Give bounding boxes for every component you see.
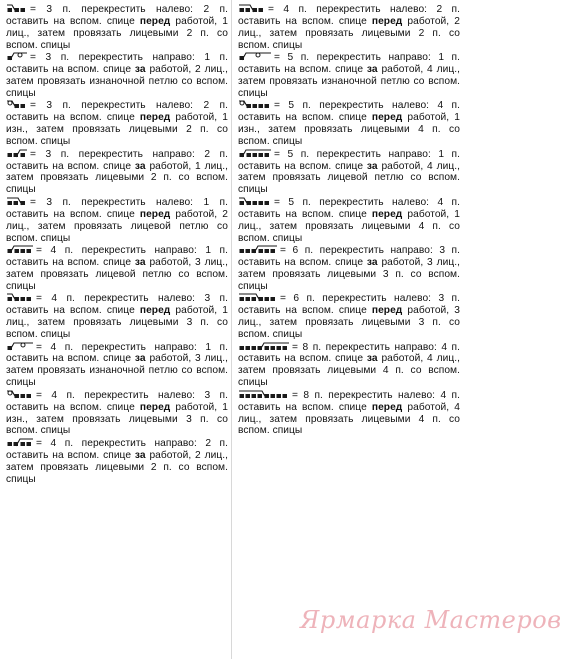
cross-right-1-purl-2-icon (6, 52, 28, 61)
cross-right-4-4-icon (238, 342, 290, 351)
entry-text: работой, 2 лиц., затем провязать лицевыми 2 п. со вспом. спицы (238, 15, 460, 51)
entry-keyword: за (134, 353, 146, 365)
legend-entry (238, 52, 460, 100)
entry-text: = 3 п. перекрестить направо: 2 п. оставить на вспом. спице (6, 148, 228, 172)
cross-left-4-purl-1-icon (238, 100, 272, 109)
entry-keyword: перед (371, 208, 403, 220)
cross-right-1-4-icon (238, 149, 272, 158)
legend-entry (238, 197, 460, 245)
entry-text: работой, 1 лиц., затем провязать лицевыми 4 п. со вспом. спицы (238, 208, 460, 244)
cross-left-4-1-icon (238, 197, 272, 206)
entry-text: = 6 п. перекрестить направо: 3 п. оставить на вспом. спице (238, 245, 460, 268)
entry-keyword: перед (139, 305, 171, 317)
legend-entry (238, 149, 460, 197)
entry-text: = 4 п. перекрестить налево: 3 п. оставить на вспом. спице (6, 293, 228, 317)
cross-right-3-3-icon (238, 245, 278, 254)
entry-text: = 3 п. перекрестить налево: 1 п. оставить на вспом. спице (6, 196, 228, 220)
entry-text: = 3 п. перекрестить направо: 1 п. оставить на вспом. спице (6, 52, 228, 76)
legend-entry (238, 245, 460, 293)
entry-text: работой, 3 лиц., затем провязать лицевыми 3 п. со вспом. спицы (238, 257, 461, 292)
cross-right-1-purl-3-icon (6, 342, 34, 351)
legend-entry (6, 52, 228, 100)
entry-keyword: перед (139, 401, 171, 413)
legend-entry (6, 197, 228, 245)
entry-text: = 4 п. перекрестить направо: 1 п. оставить на вспом. спице (6, 341, 228, 365)
entry-keyword: за (366, 353, 378, 365)
legend-column-left (6, 4, 228, 486)
legend-entry (6, 342, 228, 390)
cross-right-1-purl-4-icon (238, 52, 272, 61)
column-divider (231, 0, 232, 659)
legend-entry (6, 390, 228, 438)
entry-keyword: перед (371, 15, 403, 27)
entry-keyword: за (134, 64, 146, 76)
entry-keyword: за (366, 160, 378, 172)
cross-left-1-2-icon (6, 197, 28, 206)
legend-entry (238, 390, 460, 438)
legend-entry (6, 4, 228, 52)
cross-left-2-purl-1-icon (6, 100, 28, 109)
entry-text: = 3 п. перекрестить налево: 2 п. оставить на вспом. спице (6, 100, 228, 124)
entry-keyword: за (134, 449, 146, 461)
entry-text: работой, 1 изн., затем провязать лицевыми 4 п. со вспом. спицы (238, 112, 460, 148)
entry-text: = 5 п. перекрестить направо: 1 п. оставить на вспом. спице (238, 52, 460, 76)
entry-text: = 4 п. перекрестить направо: 1 п. оставить на вспом. спице (6, 245, 228, 268)
cross-right-1-3-icon (6, 245, 34, 254)
legend-entry (6, 100, 228, 148)
entry-keyword: за (134, 257, 146, 268)
entry-text: = 6 п. перекрестить налево: 3 п. оставить на вспом. спице (238, 293, 460, 317)
legend-entry (238, 100, 460, 148)
entry-keyword: за (366, 64, 378, 76)
entry-keyword: перед (371, 401, 403, 413)
legend-entry (6, 245, 228, 293)
entry-keyword: перед (371, 112, 403, 124)
cross-left-3-purl-1-icon (6, 390, 34, 399)
entry-text: работой, 1 изн., затем провязать лицевыми 3 п. со вспом. спицы (6, 401, 228, 437)
cross-left-2-2-icon (238, 4, 266, 13)
cross-left-3-3-icon (238, 293, 278, 302)
cross-left-4-4-icon (238, 390, 290, 399)
entry-text: = 8 п. перекрестить направо: 4 п. оставить на вспом. спице (238, 341, 460, 365)
entry-text: работой, 1 изн., затем провязать лицевыми 2 п. со вспом. спицы (6, 112, 228, 148)
entry-keyword: перед (139, 208, 171, 220)
entry-text: работой, 4 лиц., затем провязать изнаночной петлю со вспом. спицы (238, 64, 461, 99)
entry-text: работой, 1 лиц., затем провязать лицевыми 2 п. со вспом. спицы (6, 15, 228, 51)
entry-text: работой, 2 лиц., затем провязать лицевой петлю со вспом. спицы (6, 208, 228, 244)
watermark-logo: Ярмарка Мастеров (300, 606, 562, 634)
cross-right-2-2-icon (6, 438, 34, 447)
entry-text: = 3 п. перекрестить налево: 2 п. оставить на вспом. спице (6, 4, 228, 27)
entry-text: работой, 2 лиц., затем провязать изнаночной петлю со вспом. спицы (6, 64, 229, 99)
entry-text: работой, 1 лиц., затем провязать лицевыми 2 п. со вспом. спицы (6, 160, 229, 196)
entry-text: = 4 п. перекрестить налево: 3 п. оставить на вспом. спице (6, 389, 228, 413)
entry-text: работой, 3 лиц., затем провязать лицевой петлю со вспом. спицы (6, 257, 229, 292)
entry-text: = 5 п. перекрестить налево: 4 п. оставить на вспом. спице (238, 196, 460, 220)
entry-keyword: за (366, 257, 378, 268)
legend-entry (238, 293, 460, 341)
entry-text: = 4 п. перекрестить направо: 2 п. оставить на вспом. спице (6, 437, 228, 461)
legend-entry (238, 342, 460, 390)
entry-text: работой, 4 лиц., затем провязать лицевыми 4 п. со вспом. спицы (238, 401, 460, 437)
cross-left-3-1-icon (6, 293, 34, 302)
entry-text: работой, 3 лиц., затем провязать лицевыми 3 п. со вспом. спицы (238, 305, 460, 341)
legend-entry (6, 149, 228, 197)
cross-left-2-1-icon (6, 4, 28, 13)
entry-text: = 5 п. перекрестить налево: 4 п. оставить на вспом. спице (238, 100, 460, 124)
entry-text: работой, 1 лиц., затем провязать лицевыми 3 п. со вспом. спицы (6, 305, 228, 341)
entry-text: = 4 п. перекрестить налево: 2 п. оставить на вспом. спице (238, 4, 460, 27)
entry-keyword: перед (139, 112, 171, 124)
entry-text: = 5 п. перекрестить направо: 1 п. оставить на вспом. спице (238, 148, 460, 172)
cross-right-2-1-icon (6, 149, 28, 158)
entry-text: работой, 4 лиц., затем провязать лицевыми 4 п. со вспом. спицы (238, 353, 461, 389)
entry-keyword: за (134, 160, 146, 172)
entry-text: работой, 4 лиц., затем провязать лицевой петлю со вспом. спицы (238, 160, 461, 196)
entry-keyword: перед (371, 305, 403, 317)
legend-column-right (238, 4, 460, 438)
legend-entry (6, 438, 228, 486)
entry-text: работой, 3 лиц., затем провязать изнаночной петлю со вспом. спицы (6, 353, 229, 389)
entry-text: работой, 2 лиц., затем провязать лицевыми 2 п. со вспом. спицы (6, 449, 229, 485)
legend-entry (6, 293, 228, 341)
entry-text: = 8 п. перекрестить налево: 4 п. оставить на вспом. спице (238, 389, 460, 413)
entry-keyword: перед (139, 15, 171, 27)
legend-entry (238, 4, 460, 52)
